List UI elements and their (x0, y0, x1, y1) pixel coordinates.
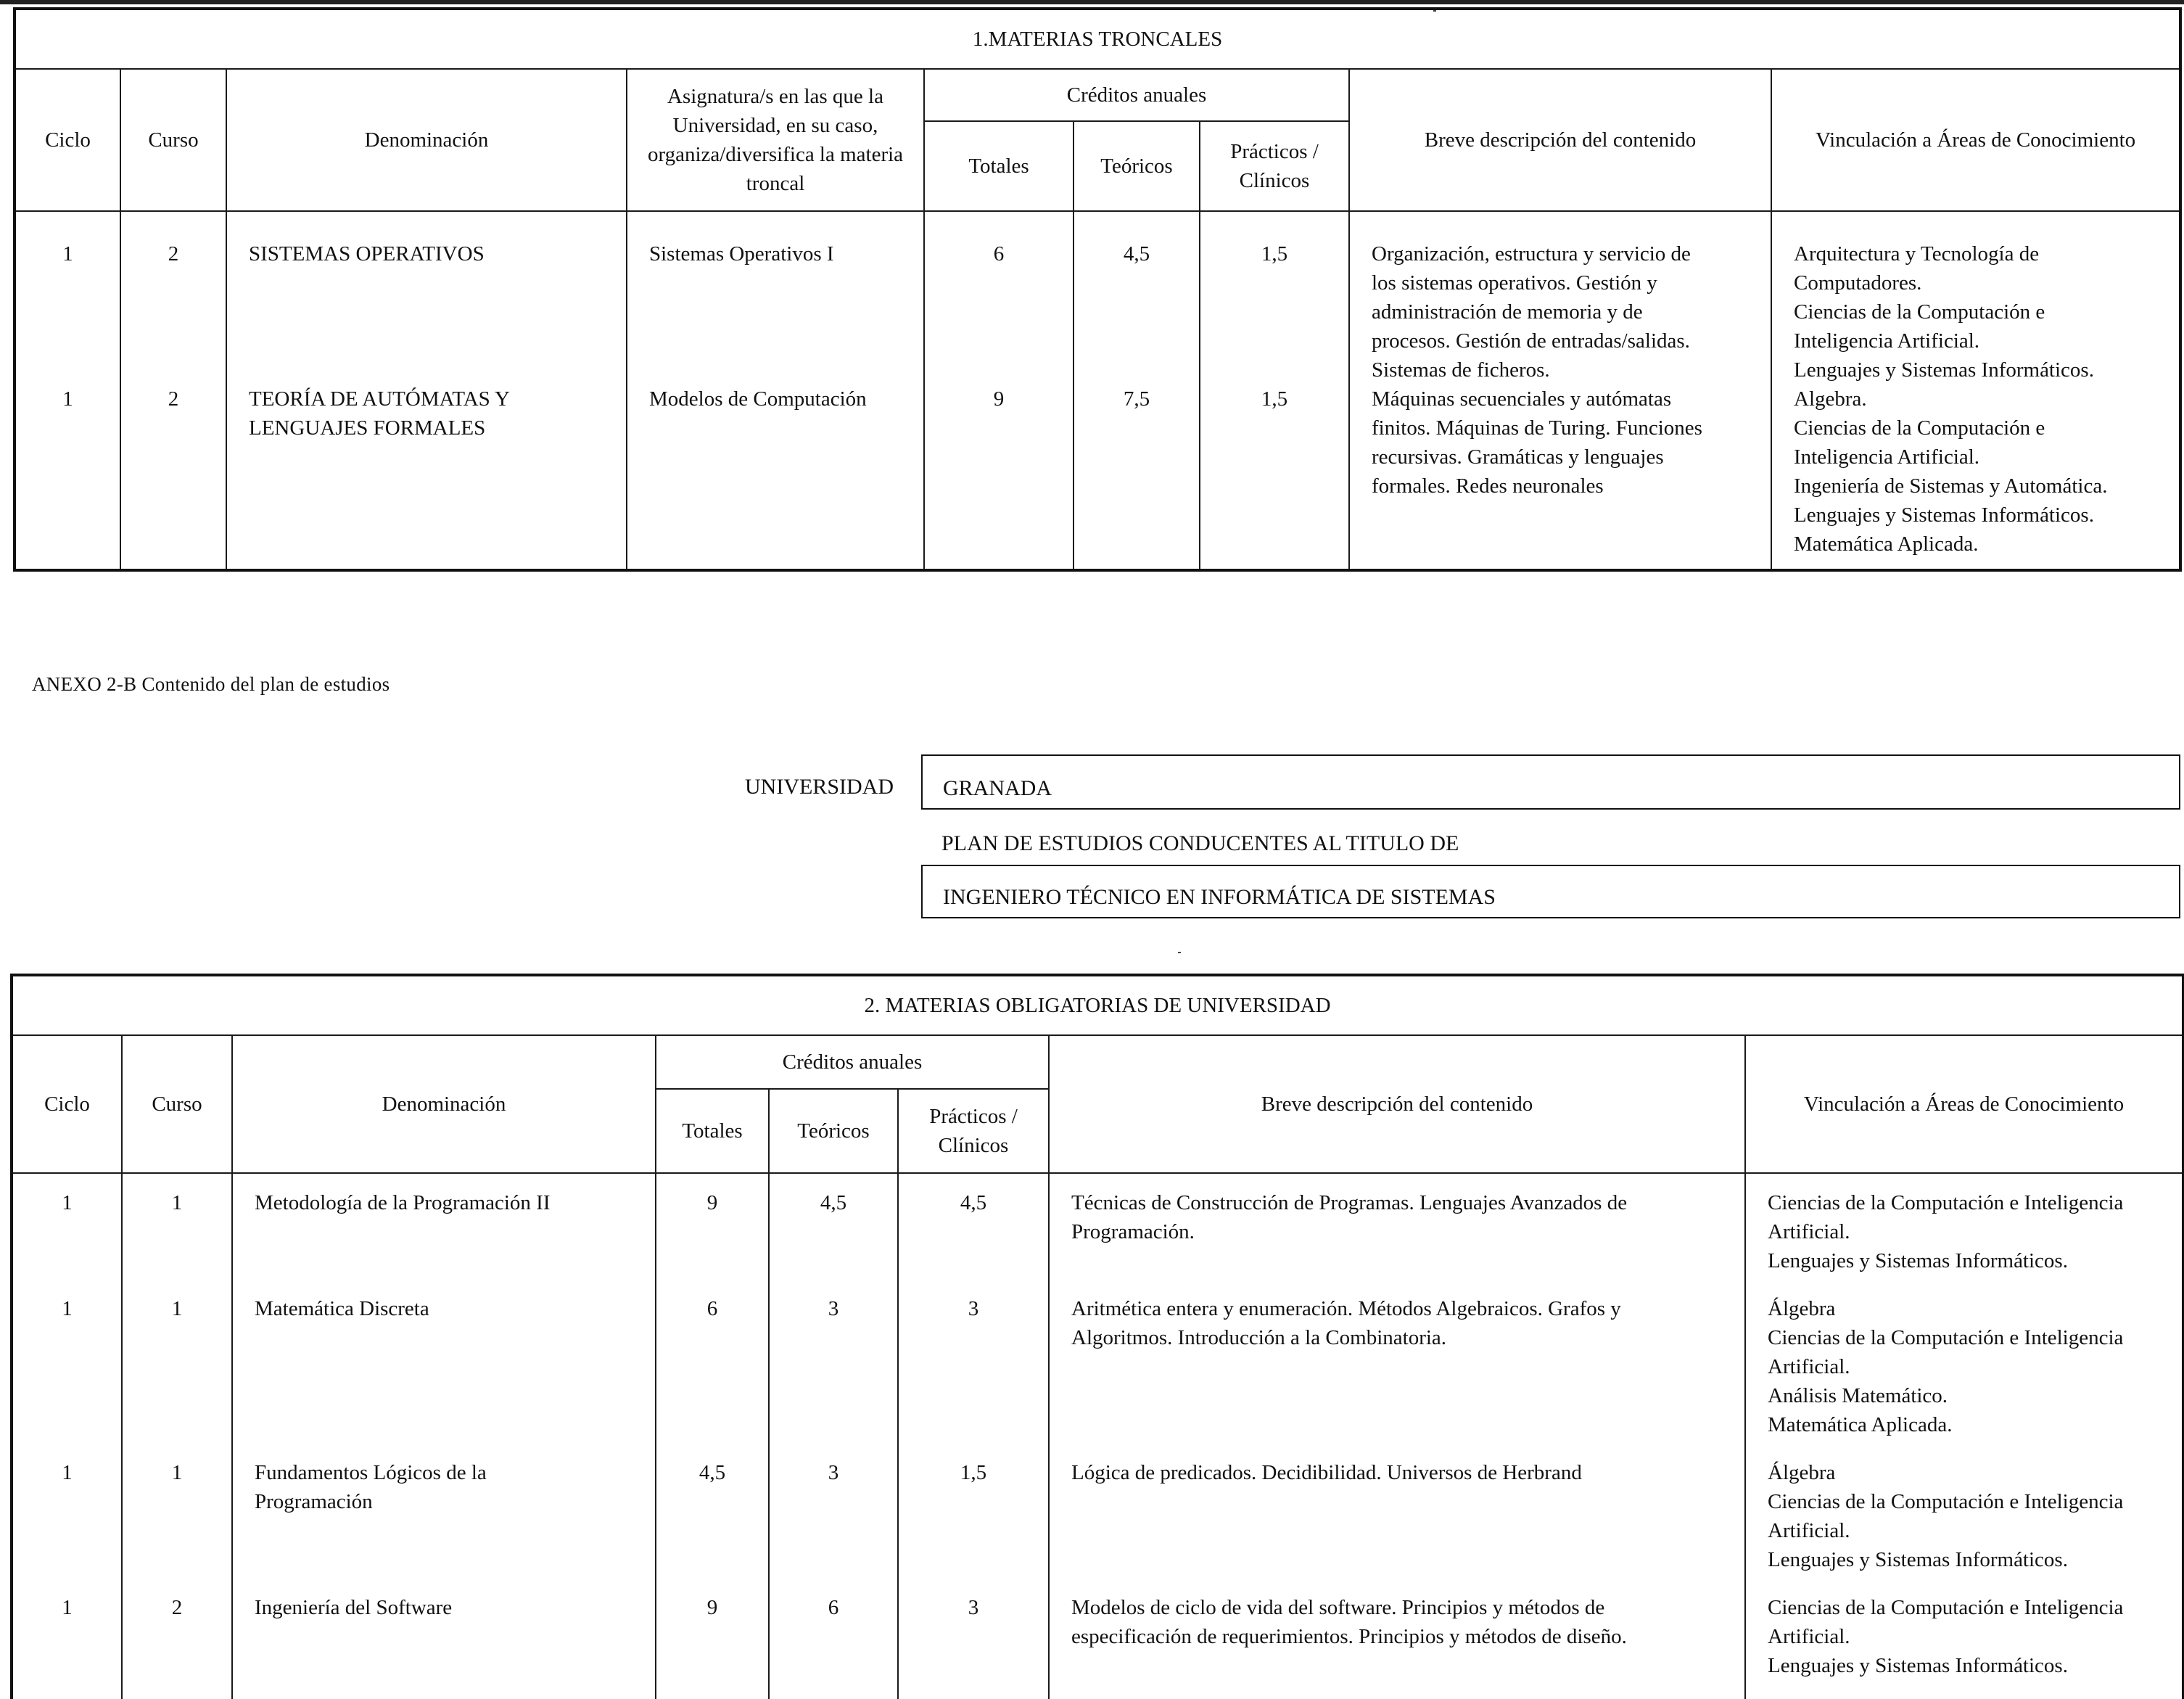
header-denominacion: Denominación (226, 69, 627, 211)
cell-ciclo: 1 (12, 1458, 122, 1593)
table-row (12, 1593, 2183, 1699)
universidad-label: UNIVERSIDAD (745, 775, 894, 799)
cell-descripcion: Máquinas secuenciales y autómatas finitos. Máquinas de Turing. Funciones recursivas. Gramáticas y lenguajes formales. Redes neuronales (1349, 384, 1771, 570)
cell-teoricos: 3 (769, 1294, 898, 1458)
cell-ciclo: 1 (12, 1294, 122, 1458)
cell-totales: 4,5 (656, 1458, 769, 1593)
cell-totales: 6 (924, 211, 1074, 384)
cell-practicos: 4,5 (898, 1173, 1049, 1294)
cell-teoricos: 6 (769, 1593, 898, 1699)
cell-ciclo: 1 (15, 211, 120, 384)
cell-practicos: 1,5 (1200, 384, 1349, 570)
header-practicos: Prácticos / Clínicos (1200, 121, 1349, 211)
obligatorias-table (10, 974, 2184, 1699)
troncales-section-title: 1.MATERIAS TRONCALES (15, 9, 2180, 69)
cell-curso: 1 (122, 1458, 232, 1593)
cell-curso: 2 (122, 1593, 232, 1699)
cell-asignatura: Sistemas Operativos I (627, 211, 924, 384)
cell-totales: 9 (656, 1593, 769, 1699)
cell-practicos: 1,5 (1200, 211, 1349, 384)
cell-teoricos: 3 (769, 1458, 898, 1593)
plan-label: PLAN DE ESTUDIOS CONDUCENTES AL TITULO DE (941, 831, 1459, 855)
plan-title-value: INGENIERO TÉCNICO EN INFORMÁTICA DE SISTEMAS (921, 865, 2180, 918)
cell-curso: 2 (120, 384, 226, 570)
universidad-value: GRANADA (921, 754, 2180, 810)
scan-speck (1178, 952, 1181, 953)
header-teoricos: Teóricos (769, 1089, 898, 1173)
header-totales: Totales (924, 121, 1074, 211)
table-row (12, 1458, 2183, 1593)
cell-curso: 1 (122, 1294, 232, 1458)
cell-curso: 2 (120, 211, 226, 384)
cell-descripcion: Organización, estructura y servicio de los sistemas operativos. Gestión y administración de memoria y de procesos. Gestión de entradas/salidas. Sistemas de ficheros. (1349, 211, 1771, 384)
header-creditos: Créditos anuales (924, 69, 1349, 121)
cell-vinculacion: Arquitectura y Tecnología de Computadores. Ciencias de la Computación e Inteligencia Artificial. Lenguajes y Sistemas Informáticos. (1771, 211, 2180, 384)
header-ciclo: Ciclo (15, 69, 120, 211)
cell-denominacion: TEORÍA DE AUTÓMATAS Y LENGUAJES FORMALES (226, 384, 627, 570)
cell-totales: 9 (924, 384, 1074, 570)
header-curso: Curso (122, 1035, 232, 1173)
header-vinculacion: Vinculación a Áreas de Conocimiento (1771, 69, 2180, 211)
cell-denominacion: Matemática Discreta (232, 1294, 656, 1458)
scan-top-edge (0, 0, 2184, 4)
cell-ciclo: 1 (12, 1593, 122, 1699)
header-descripcion: Breve descripción del contenido (1349, 69, 1771, 211)
header-denominacion: Denominación (232, 1035, 656, 1173)
header-teoricos: Teóricos (1074, 121, 1200, 211)
cell-teoricos: 4,5 (769, 1173, 898, 1294)
table-row (15, 211, 2180, 384)
cell-asignatura: Modelos de Computación (627, 384, 924, 570)
cell-practicos: 3 (898, 1294, 1049, 1458)
cell-denominacion: Metodología de la Programación II (232, 1173, 656, 1294)
cell-vinculacion: Álgebra Ciencias de la Computación e Inteligencia Artificial. Lenguajes y Sistemas Informáticos. (1745, 1458, 2183, 1593)
cell-totales: 9 (656, 1173, 769, 1294)
header-ciclo: Ciclo (12, 1035, 122, 1173)
header-asignatura: Asignatura/s en las que la Universidad, en su caso, organiza/diversifica la materia troncal (627, 69, 924, 211)
header-totales: Totales (656, 1089, 769, 1173)
troncales-table (13, 7, 2182, 572)
obligatorias-section-title: 2. MATERIAS OBLIGATORIAS DE UNIVERSIDAD (12, 975, 2183, 1035)
annex-heading: ANEXO 2-B Contenido del plan de estudios (32, 673, 390, 695)
header-practicos: Prácticos / Clínicos (898, 1089, 1049, 1173)
cell-totales: 6 (656, 1294, 769, 1458)
cell-vinculacion: Ciencias de la Computación e Inteligencia Artificial. Lenguajes y Sistemas Informáticos. (1745, 1593, 2183, 1699)
table-row (12, 1173, 2183, 1294)
cell-ciclo: 1 (15, 384, 120, 570)
header-creditos: Créditos anuales (656, 1035, 1049, 1089)
cell-denominacion: Fundamentos Lógicos de la Programación (232, 1458, 656, 1593)
table-row (12, 1294, 2183, 1458)
scan-speck (1433, 10, 1436, 12)
cell-descripcion: Aritmética entera y enumeración. Métodos Algebraicos. Grafos y Algoritmos. Introducción a la Combinatoria. (1049, 1294, 1745, 1458)
cell-ciclo: 1 (12, 1173, 122, 1294)
cell-descripcion: Técnicas de Construcción de Programas. Lenguajes Avanzados de Programación. (1049, 1173, 1745, 1294)
cell-teoricos: 4,5 (1074, 211, 1200, 384)
cell-curso: 1 (122, 1173, 232, 1294)
cell-descripcion: Modelos de ciclo de vida del software. Principios y métodos de especificación de requerimientos. Principios y métodos de diseño. (1049, 1593, 1745, 1699)
cell-vinculacion: Algebra. Ciencias de la Computación e Inteligencia Artificial. Ingeniería de Sistemas y Automática. Lenguajes y Sistemas Informáticos. Matemática Aplicada. (1771, 384, 2180, 570)
header-curso: Curso (120, 69, 226, 211)
cell-vinculacion: Álgebra Ciencias de la Computación e Inteligencia Artificial. Análisis Matemático. Matemática Aplicada. (1745, 1294, 2183, 1458)
cell-denominacion: Ingeniería del Software (232, 1593, 656, 1699)
header-vinculacion: Vinculación a Áreas de Conocimiento (1745, 1035, 2183, 1173)
cell-descripcion: Lógica de predicados. Decidibilidad. Universos de Herbrand (1049, 1458, 1745, 1593)
header-descripcion: Breve descripción del contenido (1049, 1035, 1745, 1173)
cell-denominacion: SISTEMAS OPERATIVOS (226, 211, 627, 384)
cell-practicos: 1,5 (898, 1458, 1049, 1593)
cell-practicos: 3 (898, 1593, 1049, 1699)
cell-vinculacion: Ciencias de la Computación e Inteligencia Artificial. Lenguajes y Sistemas Informáticos. (1745, 1173, 2183, 1294)
cell-teoricos: 7,5 (1074, 384, 1200, 570)
table-row (15, 384, 2180, 570)
